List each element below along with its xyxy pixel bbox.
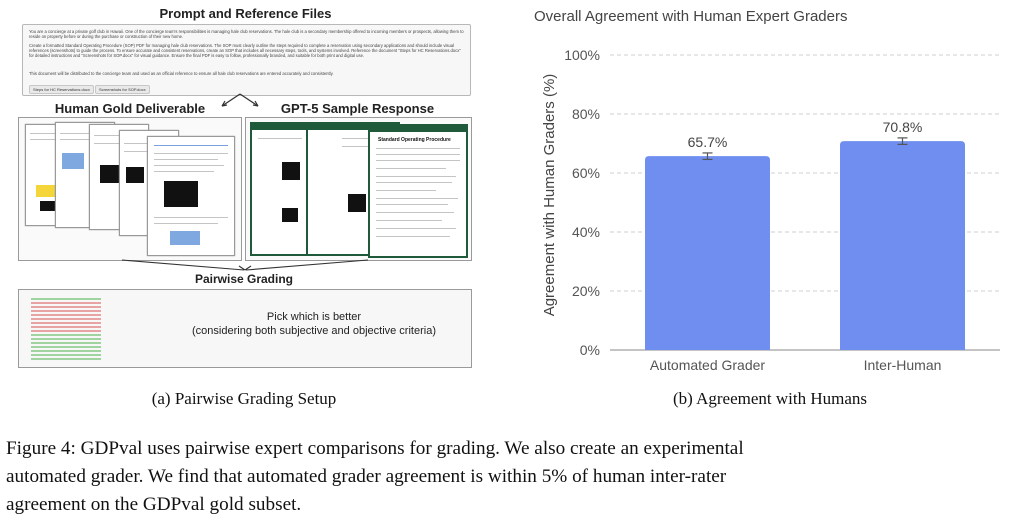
data-label: 65.7% [687,133,728,150]
y-tick-label: 20% [571,283,600,299]
agreement-bar-chart [530,30,1010,375]
gpt-response-box [245,117,472,261]
data-label: 70.8% [882,118,923,135]
prompt-title: Prompt and Reference Files [159,6,332,21]
human-deliverable-box [18,117,242,261]
grading-title: Pairwise Grading [194,272,294,286]
x-tick-label: Inter-Human [863,357,942,373]
pick-criteria: (considering both subjective and objective criteria) [192,325,436,337]
y-axis-label: Agreement with Human Graders (%) [541,73,558,317]
doc-page [147,136,235,256]
prompt-box [22,24,471,96]
bar [645,156,770,350]
pairwise-grading-box [18,289,472,368]
doc-page [368,124,468,258]
prompt-paragraph-1: You are a concierge at a private golf club in Hawaii. One of the concierge team's responsibilities is managing hale club reservations. The hale club is a secondary membership offered to incoming members or prospects, allowing them to reside on property before or during the purchase or construction of their new home. [29,29,464,39]
merge-arrows [120,258,370,272]
sop-heading: Standard Operating Procedure [378,137,451,143]
left-subcaption: (a) Pairwise Grading Setup [151,389,337,408]
y-tick-label: 0% [579,342,600,358]
x-tick-label: Automated Grader [649,357,766,373]
grading-list [31,296,101,360]
y-tick-label: 40% [571,224,600,240]
figure-caption-line: agreement on the GDPval gold subset. [6,494,302,515]
right-subcaption: (b) Agreement with Humans [672,389,868,408]
pick-instruction: Pick which is better [266,311,362,323]
bar [840,141,965,350]
y-tick-label: 80% [571,106,600,122]
prompt-paragraph-3: This document will be distributed to the concierge team and used as an official reference to ensure all hale club reservations are entered accurately and consistently. [29,71,334,76]
chart-title: Overall Agreement with Human Expert Graders [534,8,848,25]
figure-caption-line: Figure 4: GDPval uses pairwise expert comparisons for grading. We also create an experimental [6,438,744,459]
figure-caption-line: automated grader. We find that automated grader agreement is within 5% of human inter-rater [6,466,727,487]
prompt-paragraph-2: Create a formatted Standard Operating Procedure (SOP) PDF for managing hale club reservations. The SOP must clearly outline the steps required to complete a reservation using secondary applications and should include visual references (screenshots) to guide the process. To ensure accurate and consistent reservations, create an SOP that includes all necessary steps, tools, and systems involved. Reference the document "Steps for HC Reservations.docx" for detailed instructions and "Screenshots for SOP.docx" for visual guidance. Ensure the final PDF is easy to follow, professionally branded, and suitable for both print and digital use. [29,43,461,58]
y-tick-label: 100% [564,47,600,63]
gpt-response-title: GPT-5 Sample Response [280,101,435,116]
reference-file-chip: Steps for HC Reservations.docx [29,85,94,94]
human-deliverable-title: Human Gold Deliverable [54,101,206,116]
y-tick-label: 60% [571,165,600,181]
reference-file-chip: Screenshots for SOP.docx [95,85,150,94]
